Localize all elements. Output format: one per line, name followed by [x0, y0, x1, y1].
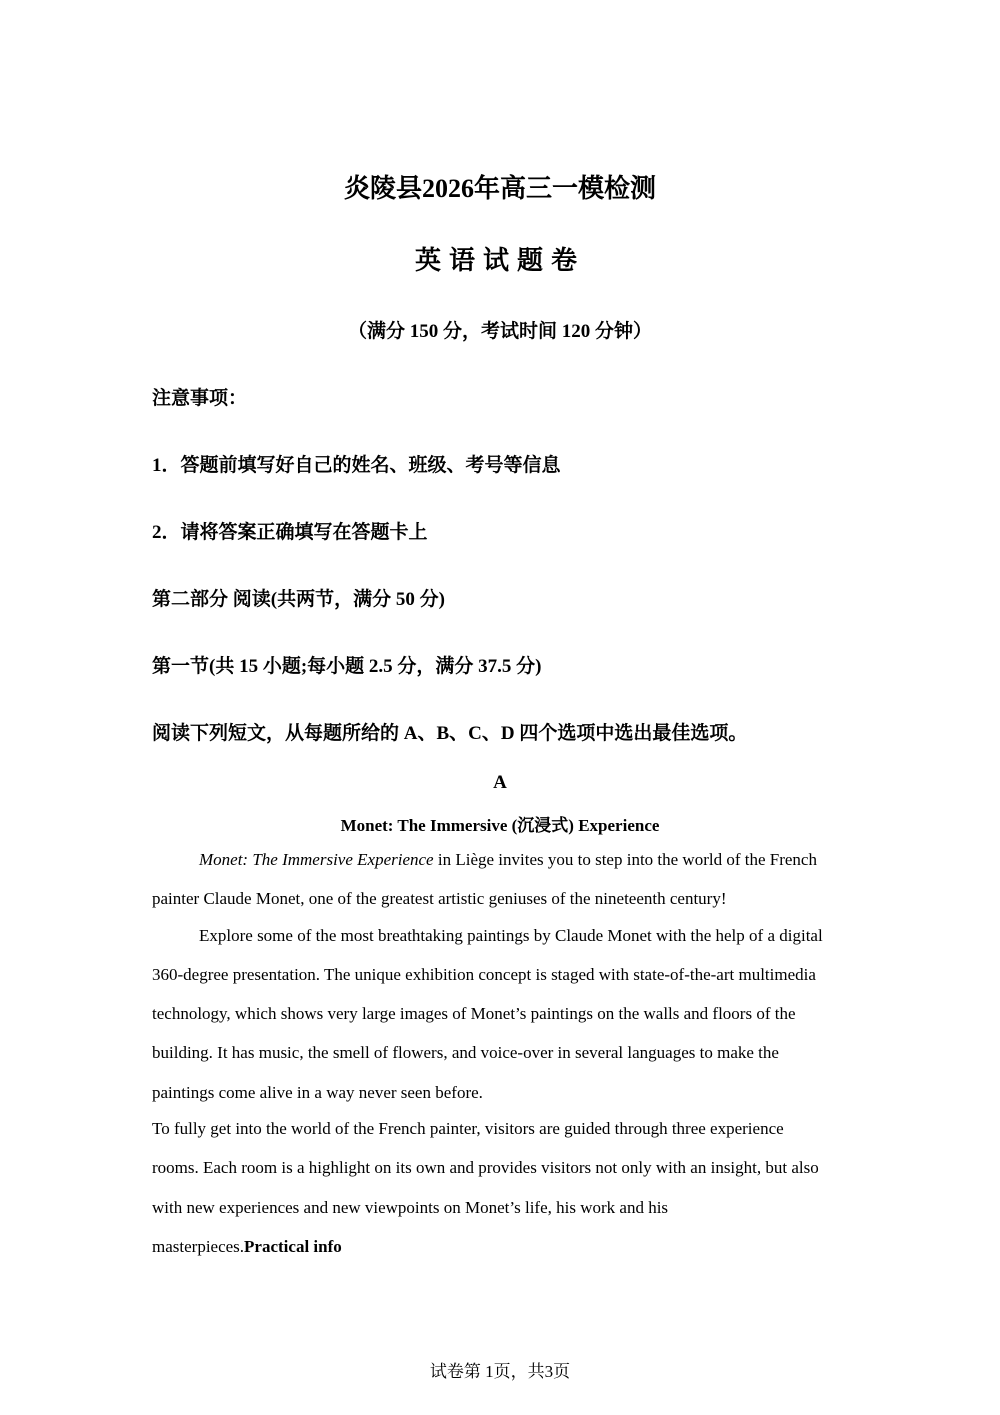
practical-info-heading: Practical info [244, 1237, 342, 1256]
score-time-note: （满分 150 分，考试时间 120 分钟） [347, 321, 652, 342]
instruction-item-2: 2．请将答案正确填写在答题卡上 [152, 522, 428, 543]
subsection-heading: 第一节(共 15 小题;每小题 2.5 分，满分 37.5 分) [152, 656, 542, 677]
reading-directions: 阅读下列短文，从每题所给的 A、B、C、D 四个选项中选出最佳选项。 [152, 723, 748, 744]
passage-letter: A [493, 772, 507, 793]
paragraph-3-last-word: masterpieces. [152, 1237, 245, 1256]
instructions-heading: 注意事项： [152, 388, 248, 409]
exam-title: 炎陵县2026年高三一模检测 [343, 174, 656, 203]
paragraph-1-text: in Liège invites you to step into the world of the French [433, 850, 817, 869]
paragraph-3-line-2: rooms. Each room is a highlight on its own and provides visitors not only with an insight, but also [152, 1158, 819, 1177]
instruction-item-1: 1．答题前填写好自己的姓名、班级、考号等信息 [152, 455, 561, 476]
paragraph-2-line-5: paintings come alive in a way never seen before. [152, 1083, 483, 1102]
passage-title: Monet: The Immersive (沉浸式) Experience [340, 816, 660, 835]
paragraph-2-line-2: 360-degree presentation. The unique exhibition concept is staged with state-of-the-art multimedia [152, 965, 816, 984]
paragraph-3-line-1: To fully get into the world of the French painter, visitors are guided through three experience [152, 1119, 784, 1138]
paragraph-1-line-1 [199, 850, 817, 870]
paragraph-2-line-1: Explore some of the most breathtaking paintings by Claude Monet with the help of a digital [199, 926, 823, 945]
paragraph-3-line-4 [152, 1237, 342, 1257]
part-heading: 第二部分 阅读(共两节，满分 50 分) [152, 589, 445, 610]
exhibition-name: Monet: The Immersive Experience [199, 850, 434, 869]
page-footer: 试卷第 1页，共3页 [429, 1362, 571, 1381]
paragraph-2-line-3: technology, which shows very large images of Monet’s paintings on the walls and floors of the [152, 1004, 796, 1023]
paragraph-1-line-2: painter Claude Monet, one of the greatest artistic geniuses of the nineteenth century! [152, 889, 727, 908]
exam-subtitle: 英语试题卷 [414, 246, 585, 276]
paragraph-2-line-4: building. It has music, the smell of flowers, and voice-over in several languages to make the [152, 1043, 779, 1062]
paragraph-3-line-3: with new experiences and new viewpoints on Monet’s life, his work and his [152, 1198, 669, 1217]
